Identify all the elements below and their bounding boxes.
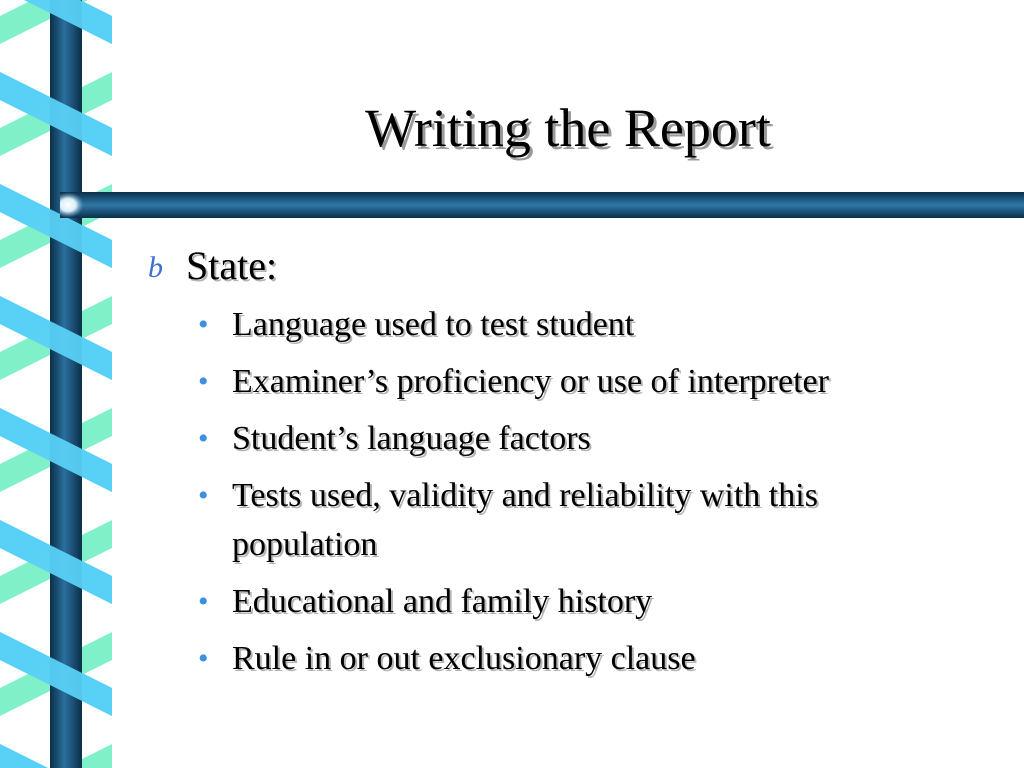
list-item <box>198 471 958 569</box>
bullet-dot-icon: • <box>198 365 209 398</box>
main-point <box>148 240 277 294</box>
list-item-text: Tests used, validity and reliability with this population <box>232 477 818 563</box>
bullet-dot-icon: • <box>198 642 209 675</box>
list-item <box>198 300 958 349</box>
list-item <box>198 577 958 626</box>
bullet-dot-icon: • <box>198 585 209 618</box>
list-item <box>198 414 958 463</box>
bullet-dot-icon: • <box>198 308 209 341</box>
list-item <box>198 357 958 406</box>
list-item-text: Student’s language factors <box>232 420 591 457</box>
list-item-text: Educational and family history <box>232 583 653 620</box>
list-item-text: Language used to test student <box>232 306 635 343</box>
list-item <box>198 634 958 683</box>
bullet-marker-icon: b <box>148 251 163 284</box>
list-item-text: Examiner’s proficiency or use of interpreter <box>232 363 829 400</box>
slide-title: Writing the Report <box>365 98 771 158</box>
sub-point-list <box>198 300 958 691</box>
title-rule <box>60 192 1024 218</box>
bullet-dot-icon: • <box>198 479 209 512</box>
bullet-dot-icon: • <box>198 422 209 455</box>
ribbon-decoration <box>0 0 112 768</box>
main-point-label: State: <box>186 243 278 288</box>
list-item-text: Rule in or out exclusionary clause <box>232 640 696 677</box>
